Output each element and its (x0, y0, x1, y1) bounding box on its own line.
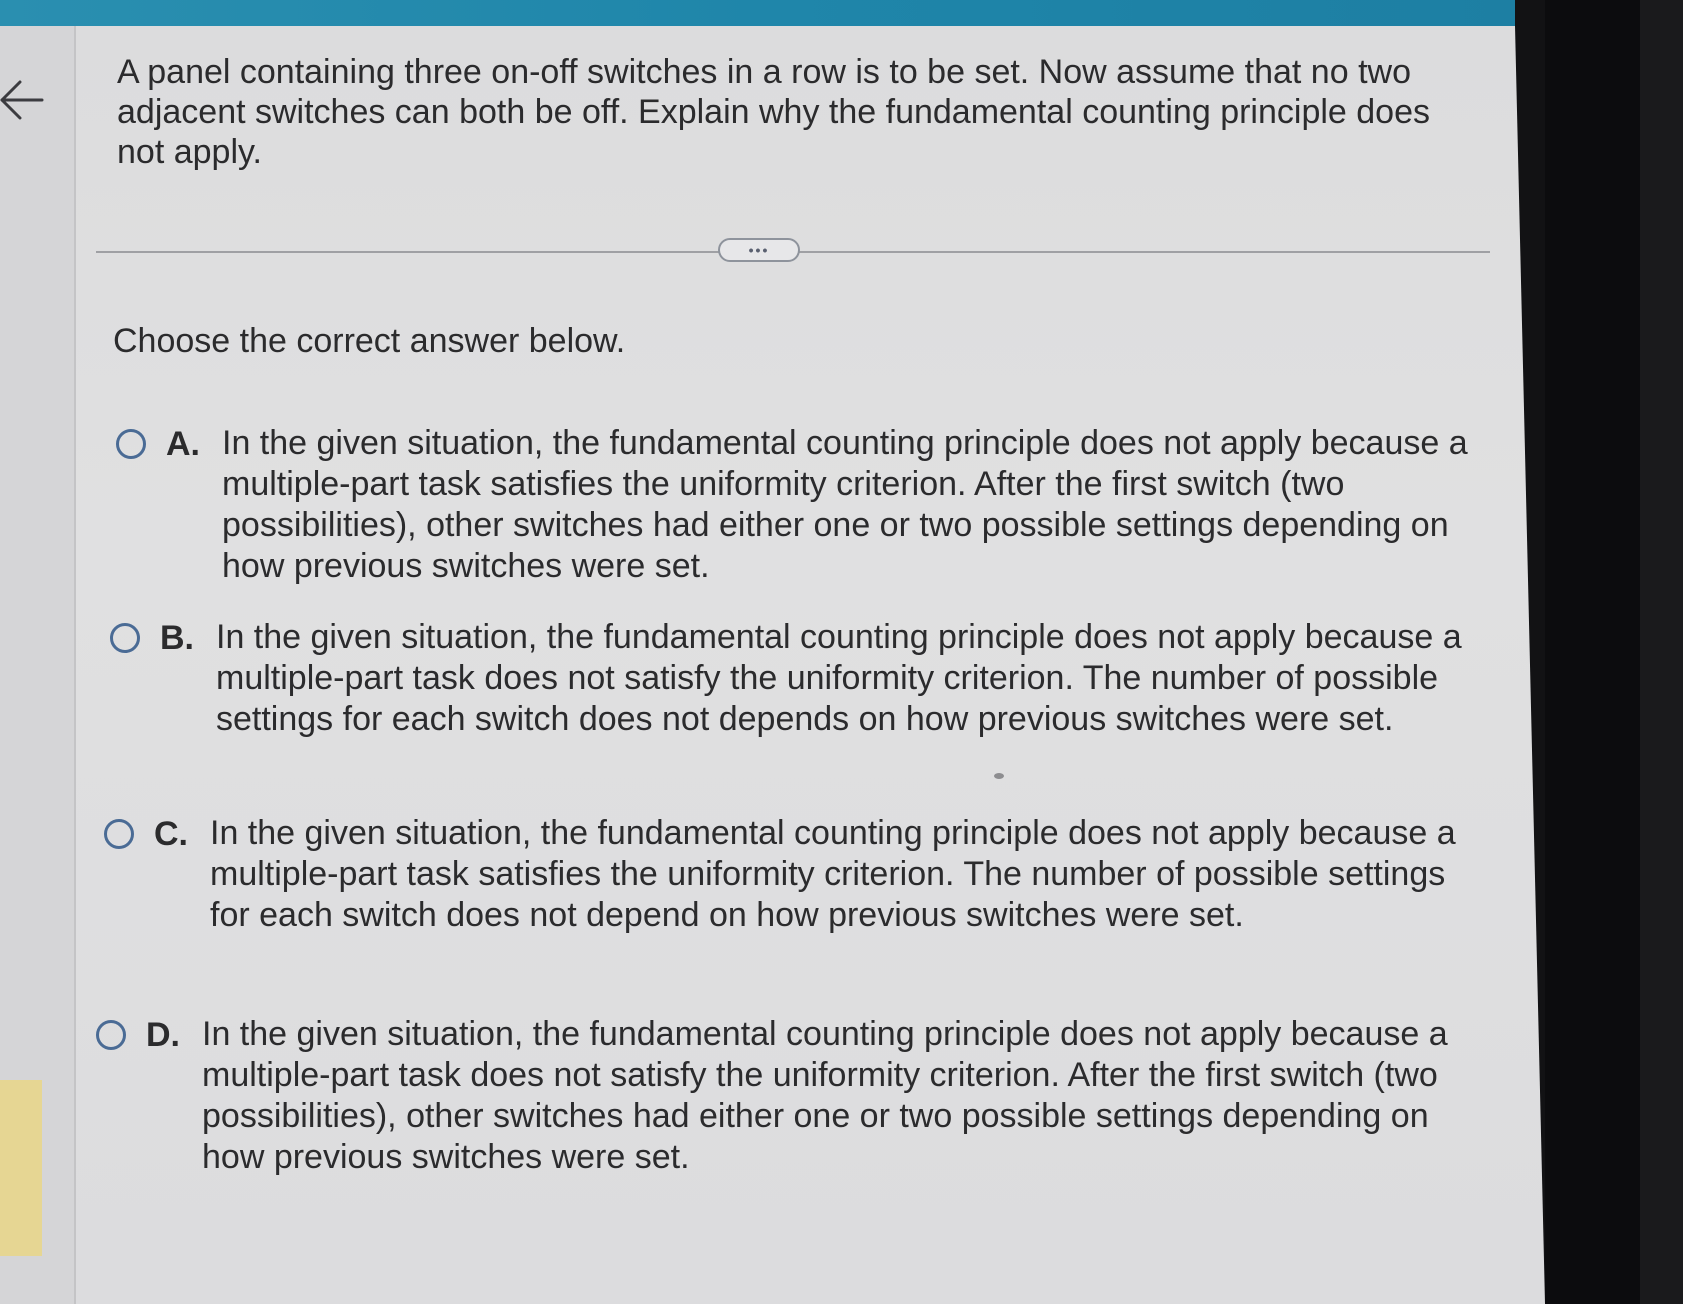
option-b-letter: B. (160, 619, 194, 657)
option-b-text: In the given situation, the fundamental counting principle does not apply because a multiple-part task does not satisfy the uniformity criterion. The number of possible settings for each switch does not depends on how previous switches were set. (216, 618, 1462, 738)
option-d-text: In the given situation, the fundamental counting principle does not apply because a multiple-part task does not satisfy the uniformity criterion. After the first switch (two possibilities), other switches had either one or two possible settings depending on how previous switches were set. (202, 1015, 1448, 1176)
option-a-letter: A. (166, 425, 200, 463)
mouse-cursor (994, 773, 1004, 779)
option-d-letter: D. (146, 1016, 180, 1054)
question-text: A panel containing three on-off switches in a row is to be set. Now assume that no two adjacent switches can both be off. Explain why the fundamental counting principle does not apply. (117, 53, 1430, 171)
option-d[interactable] (96, 1014, 1462, 1178)
radio-a[interactable] (116, 429, 146, 459)
option-b[interactable] (110, 617, 1476, 740)
radio-d[interactable] (96, 1020, 126, 1050)
more-button[interactable]: ••• (718, 238, 800, 262)
option-c-text: In the given situation, the fundamental counting principle does not apply because a multiple-part task satisfies the uniformity criterion. The number of possible settings for each switch does not depend on how previous switches were set. (210, 814, 1456, 934)
arrow-left-icon[interactable] (0, 80, 44, 120)
header-bar (0, 0, 1515, 26)
radio-c[interactable] (104, 819, 134, 849)
option-a[interactable] (116, 423, 1482, 587)
rail-highlight (0, 1080, 42, 1256)
radio-b[interactable] (110, 623, 140, 653)
option-c-letter: C. (154, 815, 188, 853)
option-a-text: In the given situation, the fundamental counting principle does not apply because a multiple-part task satisfies the uniformity criterion. After the first switch (two possibilities), other switches had either one or two possible settings depending on how previous switches were set. (222, 424, 1468, 585)
bezel-edge (1640, 0, 1683, 1304)
answer-prompt: Choose the correct answer below. (113, 322, 626, 360)
option-c[interactable] (104, 813, 1470, 936)
